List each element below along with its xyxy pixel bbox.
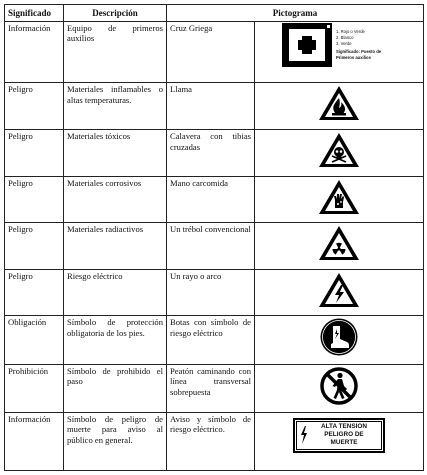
cell-icon: [255, 364, 424, 412]
header-row: [5, 5, 424, 22]
cell-significado: Peligro: [5, 269, 64, 316]
table-row: [5, 316, 424, 364]
corrosive-hand-warning-icon: [317, 178, 361, 216]
cell-pictograma: Mano carcomida: [167, 176, 255, 223]
cell-descripcion: Materiales radiactivos: [64, 223, 167, 270]
boots-mandatory-icon: [319, 317, 359, 357]
cell-pictograma: Un rayo o arco: [167, 269, 255, 316]
table-row: [5, 83, 424, 130]
cell-significado: Peligro: [5, 83, 64, 130]
cell-descripcion: Materiales corrosivos: [64, 176, 167, 223]
cell-significado: Peligro: [5, 223, 64, 270]
cell-pictograma: Peatón caminando con línea transversal sobrepuesta: [167, 364, 255, 412]
table-row: [5, 176, 424, 223]
cell-pictograma: Llama: [167, 83, 255, 130]
sign-line: ALTA TENSION: [320, 423, 368, 431]
cell-significado: Información: [5, 412, 64, 470]
cell-descripcion: Materiales inflamables o altas temperaturas.: [64, 83, 167, 130]
flame-warning-icon: [317, 84, 361, 122]
cell-icon: [255, 412, 424, 470]
header-significado: Significado: [5, 5, 64, 22]
table-row: [5, 412, 424, 470]
cross-legend: [336, 29, 396, 61]
cell-significado: Información: [5, 22, 64, 83]
skull-warning-icon: [317, 131, 361, 169]
legend-item: 1. Rojo o Verde: [336, 28, 365, 34]
cell-icon: [255, 223, 424, 270]
safety-signs-table: [4, 4, 424, 471]
cell-significado: Peligro: [5, 176, 64, 223]
no-pedestrian-icon: [319, 366, 359, 406]
cell-icon: [255, 83, 424, 130]
cell-significado: Prohibición: [5, 364, 64, 412]
cell-descripcion: Símbolo de protección obligatoria de los pies.: [64, 316, 167, 364]
cell-icon: [255, 176, 424, 223]
cell-significado: Peligro: [5, 130, 64, 177]
cell-descripcion: Equipo de primeros auxilios: [64, 22, 167, 83]
legend-item: 3. Verde: [336, 41, 352, 47]
table-row: [5, 130, 424, 177]
table-row: [5, 269, 424, 316]
sign-line: PELIGRO DE: [324, 431, 364, 439]
cell-pictograma: Calavera con tibias cruzadas: [167, 130, 255, 177]
high-voltage-sign-icon: [293, 418, 385, 453]
cell-pictograma: Cruz Griega: [167, 22, 255, 83]
radiation-warning-icon: [317, 224, 361, 262]
cell-descripcion: Materiales tóxicos: [64, 130, 167, 177]
sign-line: MUERTE: [330, 439, 358, 447]
safety-signs-table-container: [4, 4, 423, 471]
table-row: [5, 22, 424, 83]
cell-pictograma: Aviso y símbolo de riesgo eléctrico.: [167, 412, 255, 470]
cell-icon: [255, 22, 424, 83]
cell-icon: [255, 316, 424, 364]
table-row: [5, 364, 424, 412]
cell-pictograma: Botas con símbolo de riesgo eléctrico: [167, 316, 255, 364]
cell-significado: Obligación: [5, 316, 64, 364]
cell-pictograma: Un trébol convencional: [167, 223, 255, 270]
sign-text: [309, 423, 379, 447]
electric-warning-icon: [317, 271, 361, 309]
header-descripcion: Descripción: [64, 5, 167, 22]
legend-meaning: Significado: Puesto de Primeros auxilios: [336, 48, 382, 60]
cell-icon: [255, 130, 424, 177]
header-pictograma: Pictograma: [167, 5, 424, 22]
legend-item: 2. Blanco: [336, 35, 354, 41]
greek-cross-icon: [282, 23, 332, 67]
cell-descripcion: Riesgo eléctrico: [64, 269, 167, 316]
cell-icon: [255, 269, 424, 316]
cell-descripcion: Símbolo de peligro de muerte para aviso al público en general.: [64, 412, 167, 470]
table-row: [5, 223, 424, 270]
cell-descripcion: Símbolo de prohibido el paso: [64, 364, 167, 412]
lightning-bolt-icon: [299, 425, 309, 445]
